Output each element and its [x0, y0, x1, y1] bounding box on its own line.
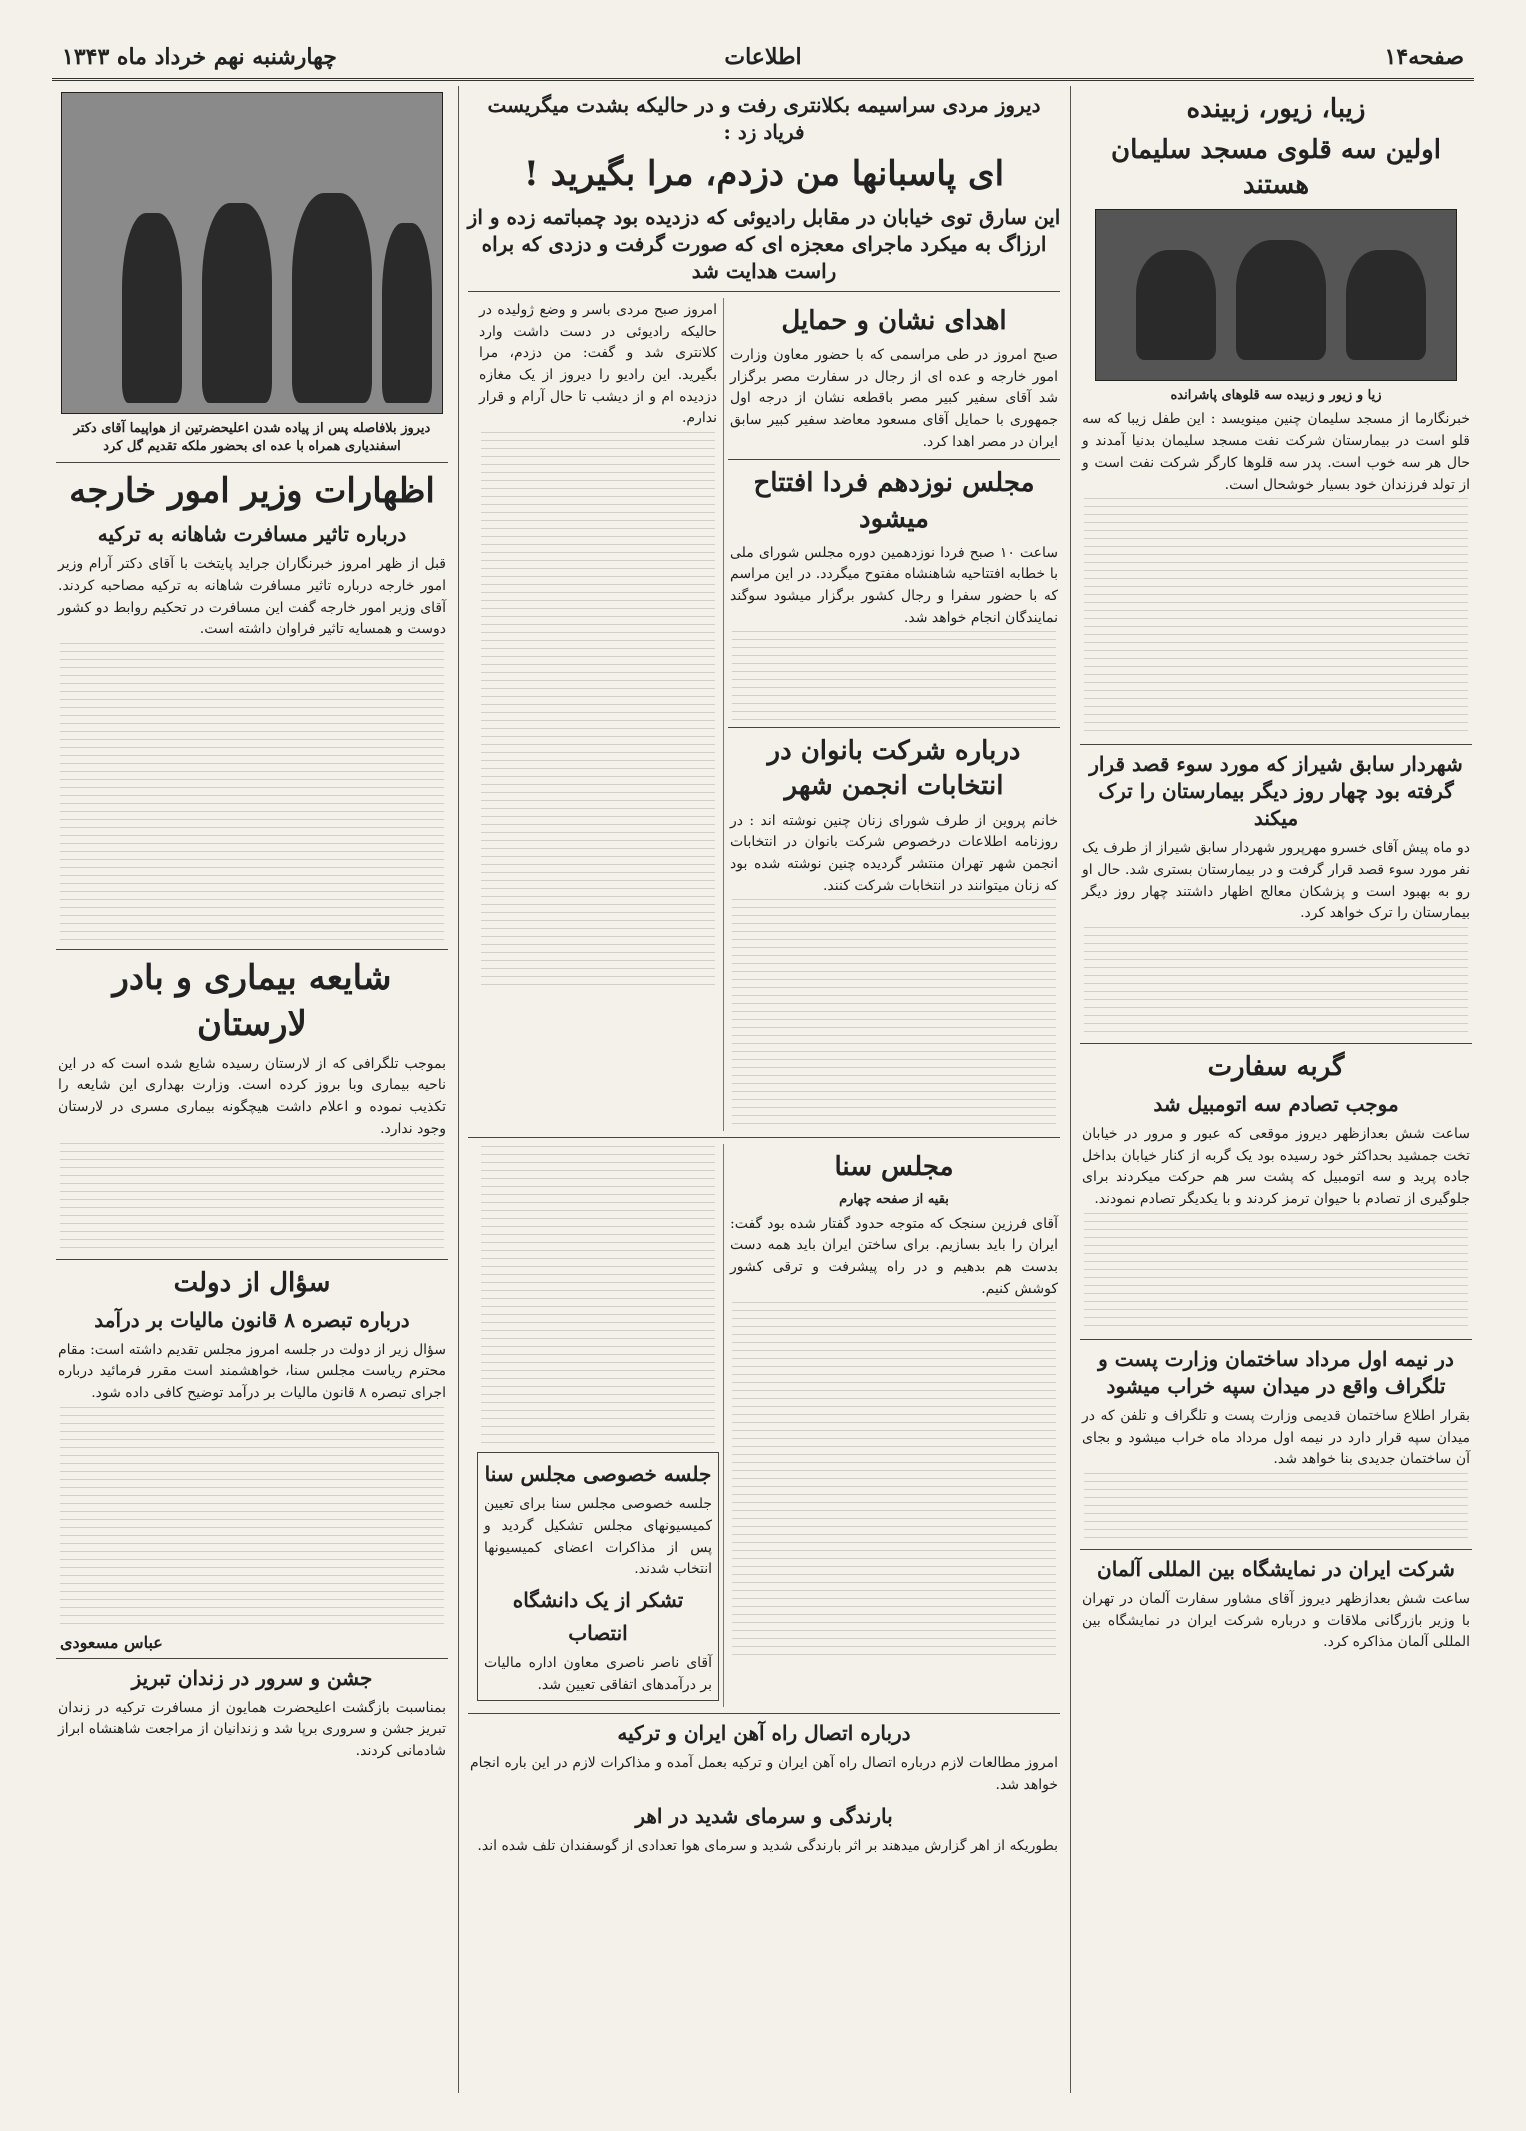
article-body: جلسه خصوصی مجلس سنا برای تعیین کمیسیونهای مجلس تشکیل گردید و پس از مذاکرات اعضای کمیسیونها انتخاب شدند. [484, 1496, 712, 1578]
article-body: ساعت ۱۰ صبح فردا نوزدهمین دوره مجلس شورای ملی با خطابه افتتاحیه شاهنشاه مفتوح میگردد. در این مراسم که با حضور سفرا و رجال کشور برگزار میشود سوگند نمایندگان انجام خواهد شد. [730, 544, 1058, 626]
article-text-block [732, 1302, 1056, 1662]
article-body: آقای ناصر ناصری معاون اداره مالیات بر درآمدهای اتفاقی تعیین شد. [484, 1655, 712, 1693]
photo-caption: زیا و زیور و زبیده سه قلوهای پاشرانده [1170, 388, 1382, 404]
subhead: بقیه از صفحه چهارم [839, 1192, 949, 1208]
article-text-block [60, 643, 444, 943]
article-body: قبل از ظهر امروز خبرنگاران جراید پایتخت با آقای دکتر آرام وزیر امور خارجه درباره تاثیر مسافرت شاهانه به ترکیه مصاحبه کردند. آقای وزیر امور خارجه گفت این مسافرت در تحکیم روابط دو کشور دوست و همسایه تاثیر فراوان داشته است. [58, 556, 446, 638]
page-header [52, 36, 1474, 81]
headline: شرکت ایران در نمایشگاه بین المللی آلمان [1097, 1556, 1455, 1581]
headline: سؤال از دولت [173, 1267, 331, 1298]
photo-caption: دیروز بلافاصله پس از پیاده شدن اعلیحضرتین از هواپیما آقای دکتر اسفندیاری همراه با عده ای بحضور ملکه تقدیم گل کرد [73, 421, 431, 455]
article-body: خبرنگارما از مسجد سلیمان چنین مینویسد : این طفل زیبا که سه قلو است در بیمارستان شرکت نفت مسجد سلیمان بدنیا آمدند و حال هر سه خوب است. پدر سه قلوها کارگر شرکت نفت است و از تولد فرزندان خود بسیار خوشحال است. [1082, 411, 1470, 493]
article-text-block [481, 1146, 715, 1446]
article-body: خانم پروین از طرف شورای زنان چنین نوشته اند : در روزنامه اطلاعات درخصوص شرکت بانوان در انتخابات انجمن شهر تهران منتشر گردیده چنین نوشته شده بود که زنان میتوانند در انتخابات شرکت کنند. [730, 812, 1058, 894]
article-body: بمناسبت بازگشت اعلیحضرت همایون از مسافرت ترکیه در زندان تبریز جشن و سروری برپا شد و زندانیان از مراجعت شاهنشاه ابراز شادمانی کردند. [58, 1699, 446, 1760]
headline: انتصاب [568, 1621, 628, 1646]
article-body: سؤال زیر از دولت در جلسه امروز مجلس تقدیم داشته است: مقام محترم ریاست مجلس سنا، خواهشمند است مقرر فرمائید درباره اجرای تبصره ۸ قانون مالیات بر درآمد توضیح کافی داده شود. [58, 1341, 446, 1402]
headline: اولین سه قلوی مسجد سلیمان هستند [1111, 135, 1441, 201]
article-body: آقای فرزین سنجک که متوجه حدود گفتار شده بود گفت: ایران را باید بسازیم. برای ساختن ایران باید همه دست بدست هم بدهیم و در راه پیشرفت و ترقی کشور کوشش کنیم. [730, 1215, 1058, 1297]
article-body: بموجب تلگرافی که از لارستان رسیده شایع شده است که در این ناحیه بیماری وبا بروز کرده است. وزارت بهداری این شایعه را تکذیب نموده و اعلام داشت هیچگونه بیماری مسری در لارستان وجود ندارد. [58, 1055, 446, 1137]
article-text-block [732, 631, 1056, 721]
headline: مجلس سنا [834, 1152, 954, 1183]
headline: اظهارات وزیر امور خارجه [69, 471, 435, 512]
article-text-block [60, 1143, 444, 1253]
headline: شایعه بیماری و بادر لارستان [112, 958, 392, 1044]
page-number: صفحه۱۴ [1384, 44, 1464, 70]
main-headline: ای پاسبانها من دزدم، مرا بگیرید ! [523, 154, 1005, 194]
article-text-block [1084, 498, 1468, 738]
signature: عباس مسعودی [60, 1632, 163, 1652]
headline: درباره شرکت بانوان در انتخابات انجمن شهر [767, 736, 1021, 802]
headline: جشن و سرور در زندان تبریز [131, 1665, 373, 1690]
masthead: اطلاعات [724, 44, 802, 70]
article-text-block [1084, 1213, 1468, 1333]
column-left [52, 86, 452, 2093]
headline: اهدای نشان و حمایل [781, 305, 1007, 336]
headline: تشکر از یک دانشگاه [512, 1588, 684, 1613]
article-text-block [481, 432, 715, 992]
airport-photo [61, 92, 443, 414]
headline: زیبا، زیور، زبینده [1186, 94, 1366, 124]
headline: درباره اتصال راه آهن ایران و ترکیه [617, 1721, 911, 1746]
triplets-photo [1095, 209, 1457, 381]
headline: موجب تصادم سه اتومبیل شد [1153, 1092, 1399, 1117]
column-rule [1070, 86, 1071, 2093]
article-text-block [1084, 927, 1468, 1037]
headline: مجلس نوزدهم فردا افتتاح میشود [753, 468, 1035, 534]
column-middle [464, 86, 1064, 2093]
column-right [1076, 86, 1476, 2093]
article-body: صبح امروز در طی مراسمی که با حضور معاون وزارت امور خارجه و عده ای از رجال در سفارت مصر برگزار شد آقای سفیر کبیر مصر باقطعه نشان از درجه اول جمهوری با حمایل آقای مسعود معاضد سفیر کبیر سابق ایران در مصر اهدا کرد. [730, 346, 1058, 450]
article-body: امروز مطالعات لازم درباره اتصال راه آهن ایران و ترکیه بعمل آمده و مذاکرات لازم در این باره انجام خواهد شد. [470, 1755, 1058, 1794]
headline: درباره تبصره ۸ قانون مالیات بر درآمد [94, 1307, 410, 1332]
article-body: بقرار اطلاع ساختمان قدیمی وزارت پست و تلگراف و تلفن که در میدان سپه قرار دارد در نیمه اول مرداد ماه خراب میشود و بجای آن ساختمان جدیدی بنا خواهد شد. [1082, 1407, 1470, 1468]
article-body: بطوریکه از اهر گزارش میدهند بر اثر بارندگی شدید و سرمای هوا تعدادی از گوسفندان تلف شده اند. [477, 1837, 1058, 1854]
headline: گربه سفارت [1207, 1051, 1345, 1082]
headline: در نیمه اول مرداد ساختمان وزارت پست و تلگراف واقع در میدان سپه خراب میشود [1098, 1346, 1454, 1398]
article-body: ساعت شش بعدازظهر دیروز موقعی که عبور و مرور در خیابان تخت جمشید بحداکثر خود رسیده بود یک گربه از کنار خیابان بداخل جاده پرید و سه اتومبیل که پشت سر هم حرکت میکردند برای جلوگیری از تصادم با حیوان ترمز کردند و با یکدیگر تصادم نمودند. [1082, 1126, 1470, 1208]
article-text-block [732, 899, 1056, 1129]
article-text-block [1084, 1473, 1468, 1543]
article-body: امروز صبح مردی باسر و وضع ژولیده در حالیکه رادیوئی در دست داشت وارد کلانتری شد و گفت: من دزدم، مرا بگیرید. این رادیو را دیروز از یک مغازه دزدیده ام و از دیشب تا حال آرام و قرار ندارم. [479, 301, 717, 427]
kicker: دیروز مردی سراسیمه بکلانتری رفت و در حالیکه بشدت میگریست فریاد زد : [487, 93, 1041, 144]
headline: جلسه خصوصی مجلس سنا [484, 1462, 712, 1487]
headline: درباره تاثیر مسافرت شاهانه به ترکیه [97, 522, 407, 547]
deck: این سارق توی خیابان در مقابل رادیوئی که دزدیده بود چمباتمه زده و از ارزاگ به میکرد ماجرای معجزه ای که صورت گرفت و دزدی که براه راست هدایت شد [467, 204, 1061, 283]
headline: شهردار سابق شیراز که مورد سوء قصد قرار گرفته بود چهار روز دیگر بیمارستان را ترک میکند [1089, 752, 1463, 831]
article-text-block [60, 1407, 444, 1627]
issue-date: چهارشنبه نهم خرداد ماه ۱۳۴۳ [62, 44, 337, 70]
column-rule [458, 86, 459, 2093]
headline: بارندگی و سرمای شدید در اهر [635, 1803, 893, 1828]
article-body: ساعت شش بعدازظهر دیروز آقای مشاور سفارت آلمان در تهران با وزیر بازرگانی ملاقات و درباره شرکت ایران در نمایشگاه بین المللی آلمان مذاکره کرد. [1082, 1590, 1470, 1651]
article-body: دو ماه پیش آقای خسرو مهرپرور شهردار سابق شیراز از طرف یک نفر مورد سوء قصد قرار گرفت و در بیمارستان بستری شد. حال او رو به بهبود است و پزشکان معالج اظهار داشتند چهار روز دیگر بیمارستان را ترک خواهد کرد. [1082, 840, 1470, 922]
senate-box [477, 1452, 719, 1701]
